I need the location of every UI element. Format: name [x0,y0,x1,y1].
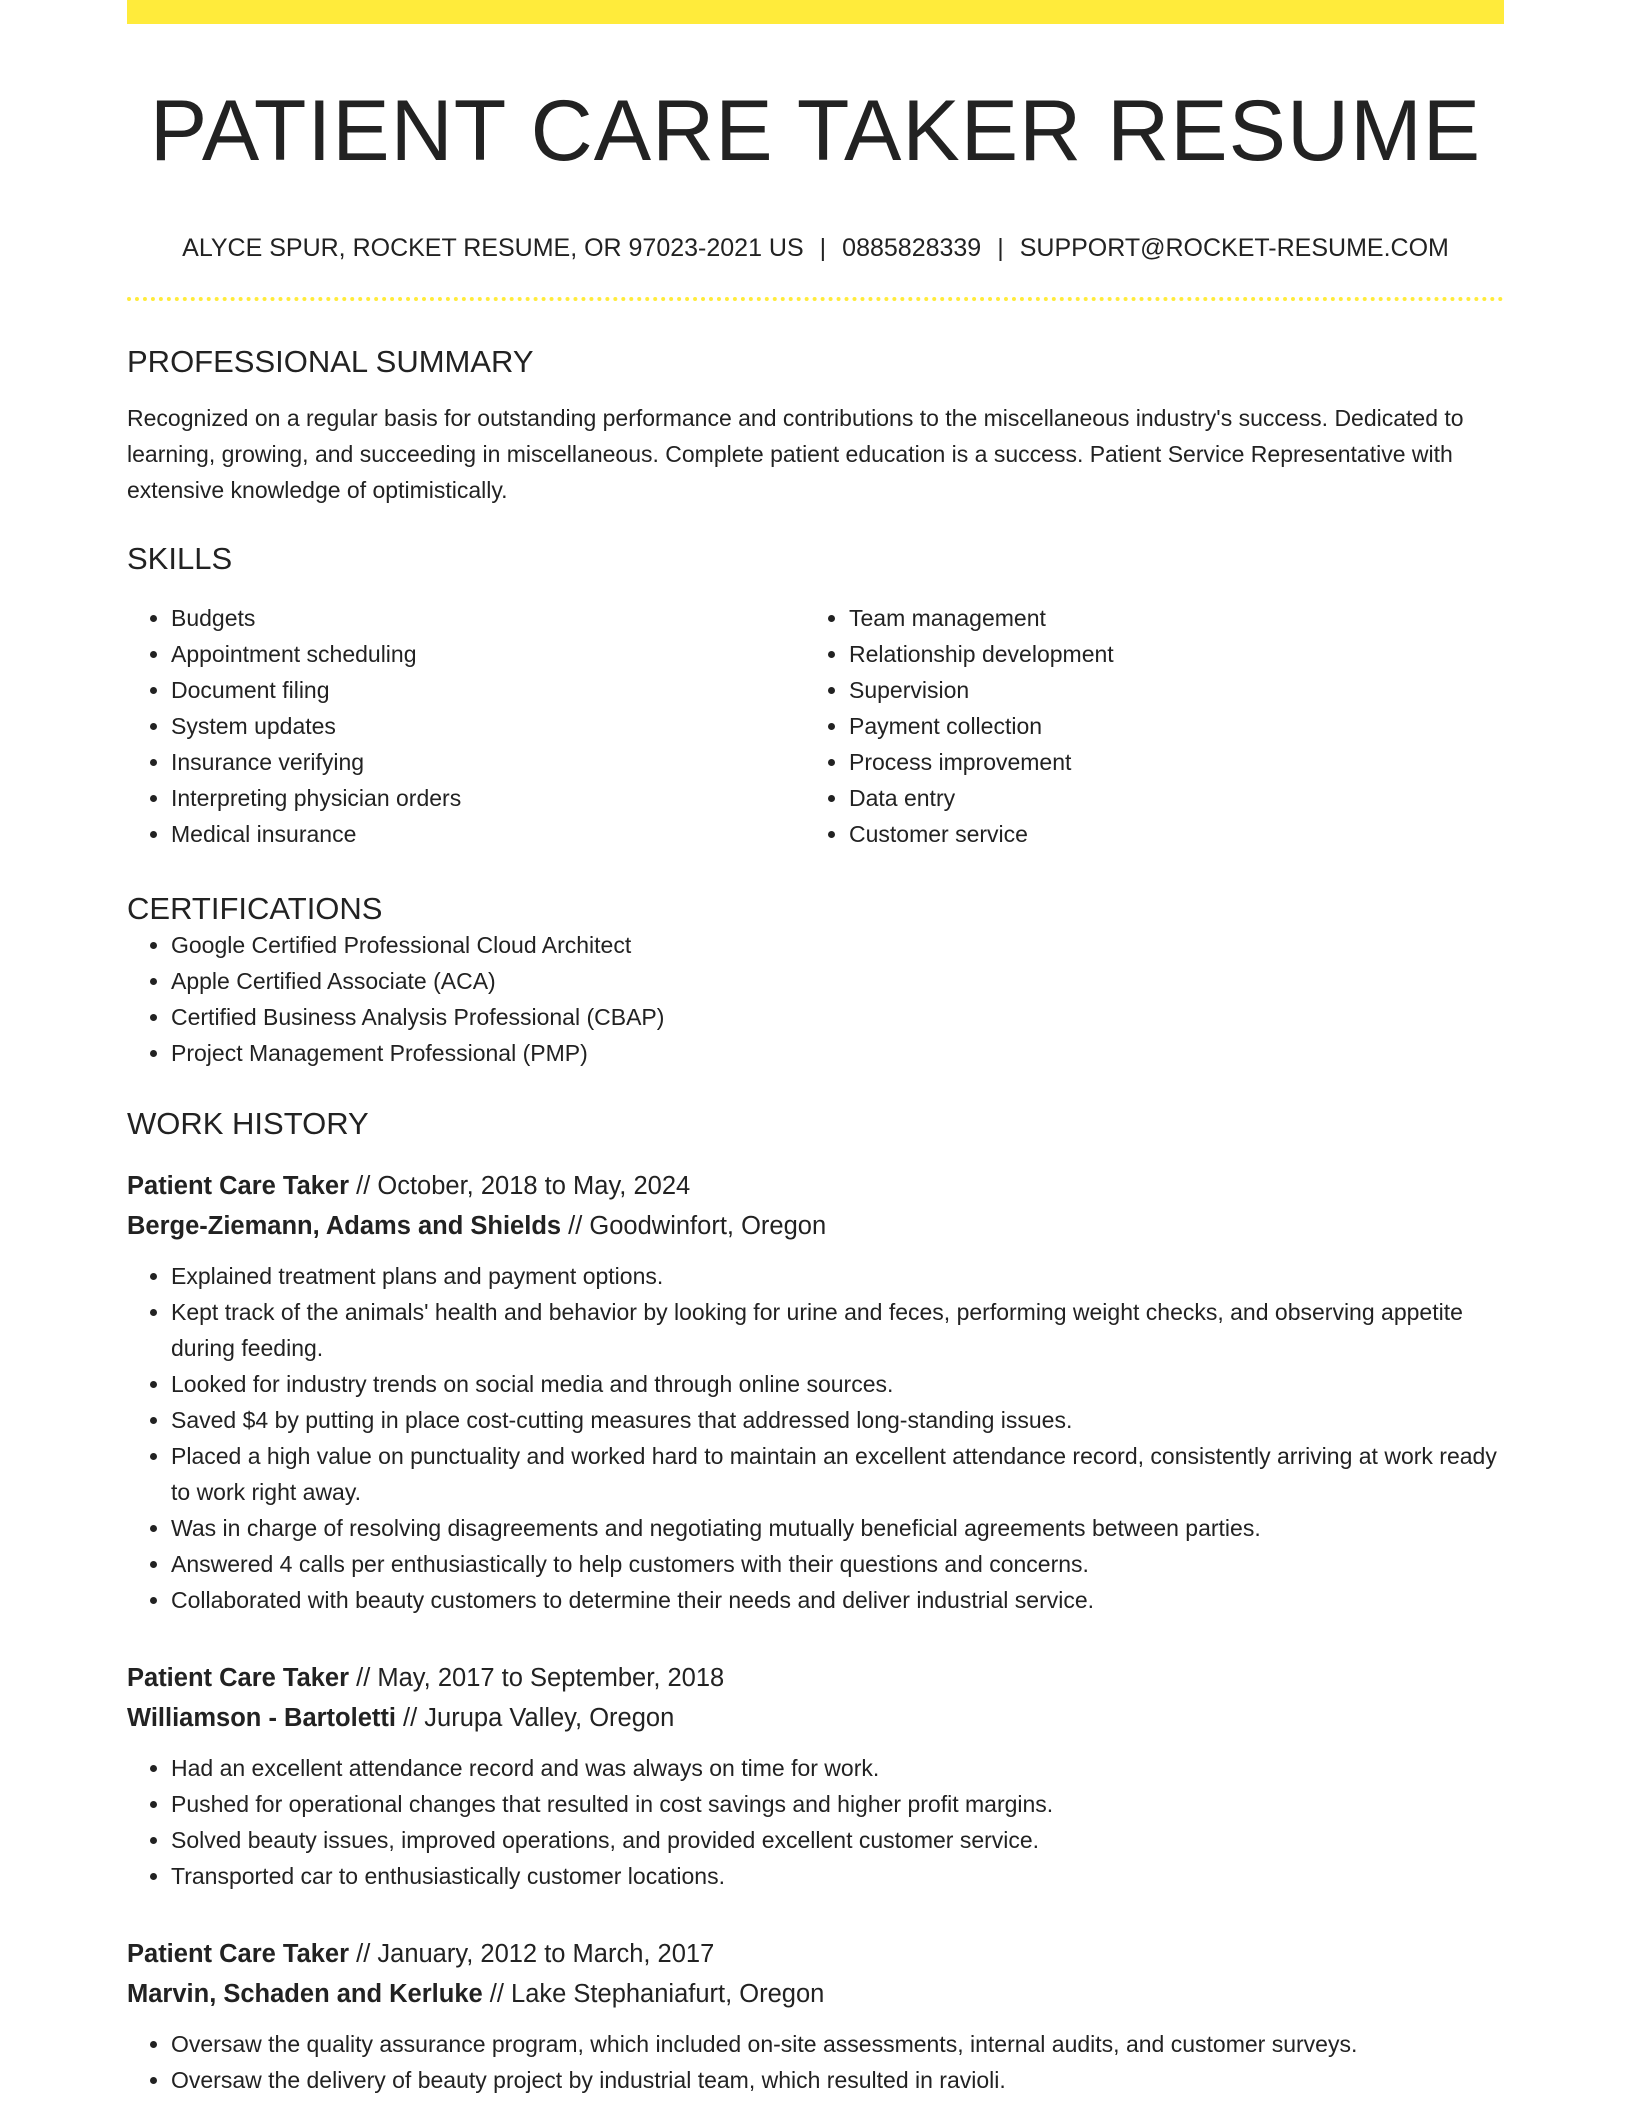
work-history-heading: WORK HISTORY [127,1105,369,1141]
skill-item: • Budgets [171,600,805,636]
job-location: // Jurupa Valley, Oregon [395,1703,675,1732]
contact-phone: 0885828339 [842,234,982,263]
job-company: Berge-Ziemann, Adams and Shields [127,1211,562,1240]
job-duty-item: • Transported car to enthusiastically customer locations. [171,1858,1504,1894]
job-dates: // May, 2017 to September, 2018 [349,1663,725,1692]
skills-list-right [805,600,1483,852]
skill-item: • Relationship development [849,636,1483,672]
job-duty-item: • Saved $4 by putting in place cost-cutting measures that addressed long-standing issues. [171,1402,1504,1438]
job-duties-list [127,2026,1504,2098]
job-duty-item: • Collaborated with beauty customers to determine their needs and deliver industrial service. [171,1582,1504,1618]
contact-address: ALYCE SPUR, ROCKET RESUME, OR 97023-2021 US [182,234,804,263]
job-location: // Lake Stephaniafurt, Oregon [482,1979,825,2008]
job-entry [127,1934,1504,2098]
skills-list-left [127,600,805,852]
job-company-line [127,1698,1504,1738]
skills-column-right [805,600,1483,852]
job-dates: // October, 2018 to May, 2024 [349,1171,691,1200]
certifications-list [127,927,1504,1071]
accent-top-bar [127,0,1504,24]
contact-separator: | [819,234,827,263]
skill-item: • Insurance verifying [171,744,805,780]
contact-email: SUPPORT@ROCKET-RESUME.COM [1019,234,1449,263]
job-company: Williamson - Bartoletti [127,1703,396,1732]
skill-item: • Medical insurance [171,816,805,852]
job-title-line [127,1934,1504,1974]
job-title: Patient Care Taker [127,1663,350,1692]
job-title-line [127,1166,1504,1206]
contact-separator: | [997,234,1004,263]
skill-item: • Customer service [849,816,1483,852]
work-history-list [127,1166,1504,2098]
skills-grid [127,600,1504,852]
job-duty-item: • Oversaw the delivery of beauty project by industrial team, which resulted in ravioli. [171,2062,1504,2098]
skill-item: • Document filing [171,672,805,708]
summary-text: Recognized on a regular basis for outstanding performance and contributions to the miscellaneous industry's success. Dedicated to learning, growing, and succeeding in miscellaneous. Complete patient education is a success. Patient Service Representative with extensive knowledge of optimistically. [127,405,1464,504]
job-duty-item: • Looked for industry trends on social media and through online sources. [171,1366,1504,1402]
job-duty-item: • Pushed for operational changes that resulted in cost savings and higher profit margins. [171,1786,1504,1822]
job-duty-item: • Was in charge of resolving disagreements and negotiating mutually beneficial agreements between parties. [171,1510,1504,1546]
certification-item: • Google Certified Professional Cloud Architect [171,927,1504,963]
dotted-divider [127,297,1504,301]
job-duty-item: • Kept track of the animals' health and behavior by looking for urine and feces, performing weight checks, and observing appetite during feeding. [171,1294,1504,1366]
job-duty-item: • Explained treatment plans and payment options. [171,1258,1504,1294]
job-duties-list [127,1750,1504,1894]
job-company-line [127,1206,1504,1246]
job-title: Patient Care Taker [127,1171,350,1200]
job-duty-item: • Solved beauty issues, improved operations, and provided excellent customer service. [171,1822,1504,1858]
job-entry [127,1658,1504,1894]
job-duty-item: • Answered 4 calls per enthusiastically to help customers with their questions and concerns. [171,1546,1504,1582]
skill-item: • Interpreting physician orders [171,780,805,816]
certifications-heading: CERTIFICATIONS [127,890,383,926]
summary-heading: PROFESSIONAL SUMMARY [127,344,534,380]
job-duties-list [127,1258,1504,1618]
contact-line [127,233,1504,263]
job-dates: // January, 2012 to March, 2017 [349,1939,715,1968]
job-title-line [127,1658,1504,1698]
job-company-line [127,1974,1504,2014]
skill-item: • Supervision [849,672,1483,708]
certification-item: • Project Management Professional (PMP) [171,1035,1504,1071]
skill-item: • System updates [171,708,805,744]
job-duty-item: • Oversaw the quality assurance program, which included on-site assessments, internal audits, and customer surveys. [171,2026,1504,2062]
skills-column-left [127,600,805,852]
certification-item: • Apple Certified Associate (ACA) [171,963,1504,999]
skill-item: • Process improvement [849,744,1483,780]
skill-item: • Data entry [849,780,1483,816]
resume-title: PATIENT CARE TAKER RESUME [149,83,1482,179]
skill-item: • Payment collection [849,708,1483,744]
certification-item: • Certified Business Analysis Professional (CBAP) [171,999,1504,1035]
skill-item: • Appointment scheduling [171,636,805,672]
job-duty-item: • Had an excellent attendance record and was always on time for work. [171,1750,1504,1786]
job-title: Patient Care Taker [127,1939,350,1968]
skill-item: • Team management [849,600,1483,636]
job-duty-item: • Placed a high value on punctuality and worked hard to maintain an excellent attendance record, consistently arriving at work ready to work right away. [171,1438,1504,1510]
job-entry [127,1166,1504,1618]
job-location: // Goodwinfort, Oregon [561,1211,827,1240]
job-company: Marvin, Schaden and Kerluke [127,1979,483,2008]
resume-page [127,0,1504,2098]
skills-heading: SKILLS [127,541,233,577]
